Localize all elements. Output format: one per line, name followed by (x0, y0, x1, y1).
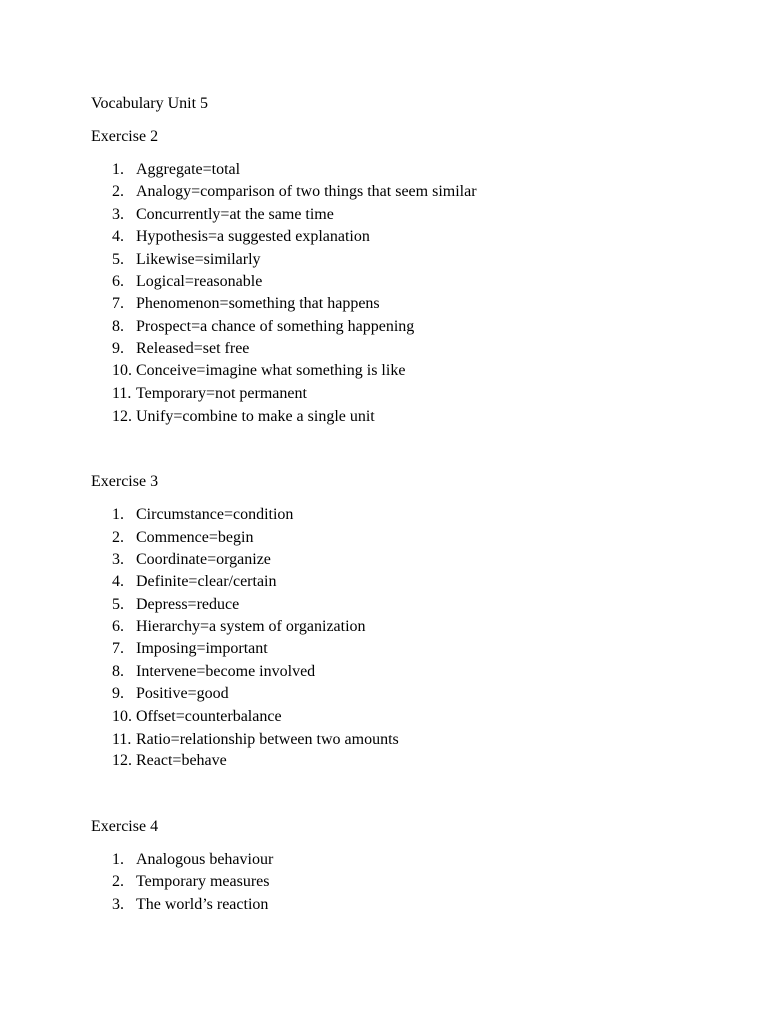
list-number: 5. (112, 251, 124, 268)
list-text: Depress=reduce (136, 596, 240, 613)
list-item (112, 551, 271, 569)
list-number: 6. (112, 273, 124, 290)
list-text: Prospect=a chance of something happening (136, 318, 415, 335)
list-text: Coordinate=organize (136, 551, 271, 568)
section-heading: Exercise 3 (91, 473, 159, 490)
list-text: Imposing=important (136, 640, 268, 657)
list-item (112, 362, 405, 380)
list-item (112, 295, 380, 313)
list-number: 10. (112, 708, 132, 725)
list-number: 4. (112, 228, 124, 245)
list-number: 9. (112, 685, 124, 702)
list-number: 1. (112, 161, 124, 178)
list-item (112, 685, 229, 703)
list-text: Logical=reasonable (136, 273, 263, 290)
list-text: Circumstance=condition (136, 506, 294, 523)
list-number: 1. (112, 851, 124, 868)
list-item (112, 183, 477, 201)
list-text: Commence=begin (136, 529, 254, 546)
list-number: 7. (112, 640, 124, 657)
section-heading: Exercise 2 (91, 128, 159, 145)
list-item (112, 573, 277, 591)
list-text: Temporary=not permanent (136, 385, 307, 402)
list-number: 12. (112, 752, 132, 769)
list-text: Phenomenon=something that happens (136, 295, 380, 312)
list-number: 7. (112, 295, 124, 312)
list-item (112, 161, 240, 179)
list-number: 3. (112, 896, 124, 913)
list-number: 4. (112, 573, 124, 590)
list-text: Concurrently=at the same time (136, 206, 334, 223)
list-number: 6. (112, 618, 124, 635)
list-item (112, 663, 315, 681)
list-item (112, 596, 239, 614)
list-text: Hierarchy=a system of organization (136, 618, 366, 635)
list-text: Definite=clear/certain (136, 573, 277, 590)
list-item (112, 206, 334, 224)
list-text: Intervene=become involved (136, 663, 316, 680)
list-text: Hypothesis=a suggested explanation (136, 228, 370, 245)
list-number: 2. (112, 529, 124, 546)
list-text: React=behave (136, 752, 227, 769)
list-text: Likewise=similarly (136, 251, 261, 268)
list-text: Analogy=comparison of two things that seem similar (136, 183, 477, 200)
section-heading: Exercise 4 (91, 818, 159, 835)
list-number: 9. (112, 340, 124, 357)
list-item (112, 752, 227, 770)
list-number: 8. (112, 663, 124, 680)
list-number: 11. (112, 731, 132, 748)
list-number: 11. (112, 385, 132, 402)
list-item (112, 529, 253, 547)
list-text: Conceive=imagine what something is like (136, 362, 406, 379)
list-item (112, 896, 268, 914)
list-number: 8. (112, 318, 124, 335)
list-number: 1. (112, 506, 124, 523)
list-item (112, 340, 249, 358)
list-item (112, 318, 414, 336)
list-number: 10. (112, 362, 132, 379)
list-item (112, 506, 293, 524)
list-item (112, 228, 370, 246)
list-text: Ratio=relationship between two amounts (136, 731, 399, 748)
list-text: The world’s reaction (136, 896, 269, 913)
list-item (112, 618, 366, 636)
list-text: Analogous behaviour (136, 851, 274, 868)
list-text: Aggregate=total (136, 161, 241, 178)
list-item (112, 851, 273, 869)
list-number: 3. (112, 206, 124, 223)
list-item (112, 408, 375, 426)
list-number: 2. (112, 873, 124, 890)
list-number: 12. (112, 408, 132, 425)
list-item (112, 873, 270, 891)
list-item (112, 640, 268, 658)
document-title: Vocabulary Unit 5 (91, 95, 209, 112)
list-number: 5. (112, 596, 124, 613)
list-item (112, 385, 307, 403)
list-text: Positive=good (136, 685, 229, 702)
list-number: 3. (112, 551, 124, 568)
list-text: Temporary measures (136, 873, 270, 890)
list-number: 2. (112, 183, 124, 200)
list-item (112, 251, 261, 269)
list-item (112, 708, 282, 726)
list-text: Offset=counterbalance (136, 708, 282, 725)
list-item (112, 273, 262, 291)
list-text: Unify=combine to make a single unit (136, 408, 375, 425)
list-item (112, 731, 399, 749)
list-text: Released=set free (136, 340, 250, 357)
